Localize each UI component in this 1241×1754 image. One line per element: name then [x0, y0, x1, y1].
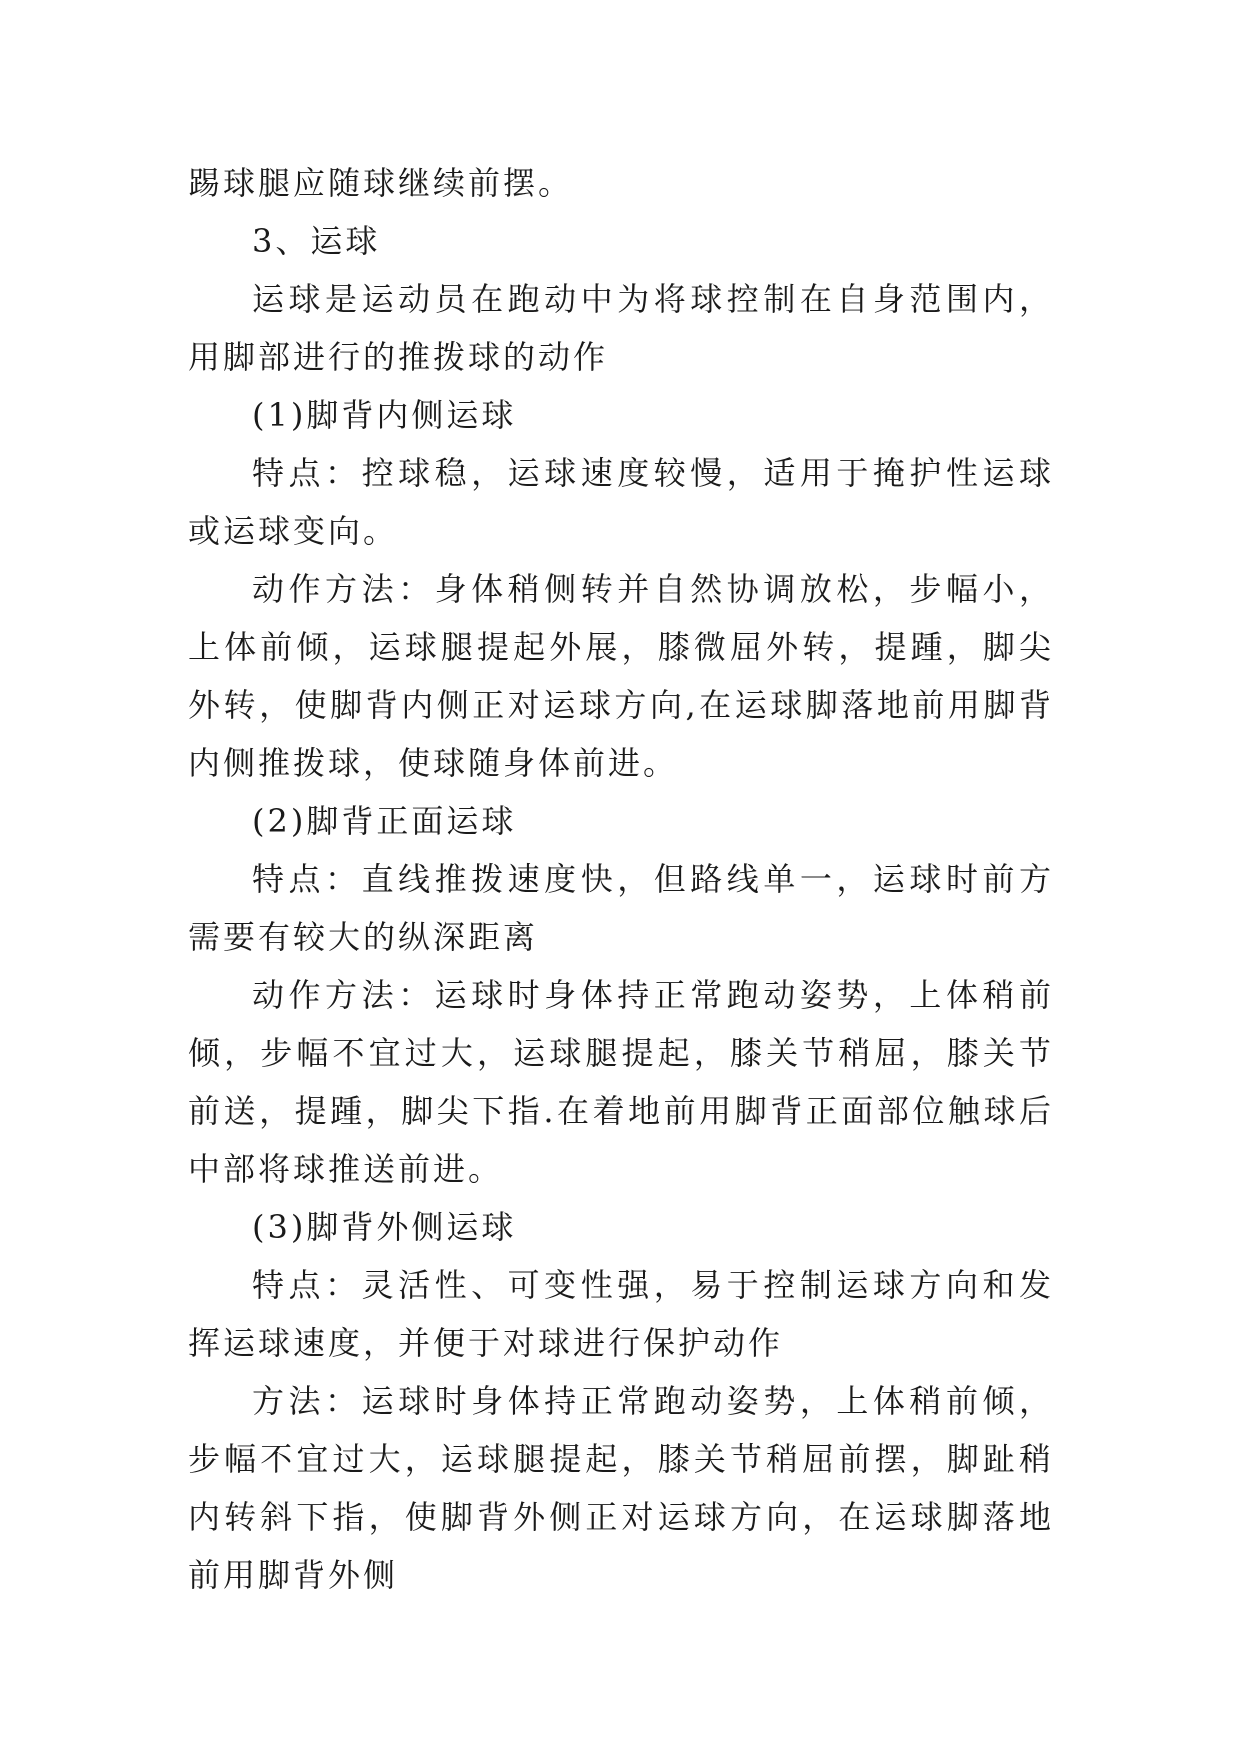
subsection-heading: (2)脚背正面运球: [252, 802, 517, 840]
document-body: [188, 154, 1054, 1604]
paragraph: 特点：控球稳，运球速度较慢，适用于掩护性运球或运球变向。: [188, 454, 1054, 550]
section-heading: 3、运球: [252, 222, 381, 260]
paragraph: 方法：运球时身体持正常跑动姿势，上体稍前倾，步幅不宜过大，运球腿提起，膝关节稍屈前摆，脚趾稍内转斜下指，使脚背外侧正对运球方向，在运球脚落地前用脚背外侧: [188, 1382, 1054, 1594]
subsection-heading: (3)脚背外侧运球: [252, 1208, 517, 1246]
paragraph: 动作方法：身体稍侧转并自然协调放松，步幅小，上体前倾，运球腿提起外展，膝微屈外转，提踵，脚尖外转，使脚背内侧正对运球方向,在运球脚落地前用脚背内侧推拨球，使球随身体前进。: [188, 570, 1054, 782]
paragraph: 运球是运动员在跑动中为将球控制在自身范围内，用脚部进行的推拨球的动作: [188, 280, 1054, 376]
paragraph: 动作方法：运球时身体持正常跑动姿势，上体稍前倾，步幅不宜过大，运球腿提起，膝关节稍屈，膝关节前送，提踵，脚尖下指.在着地前用脚背正面部位触球后中部将球推送前进。: [188, 976, 1054, 1188]
paragraph: 踢球腿应随球继续前摆。: [188, 164, 574, 202]
subsection-heading: (1)脚背内侧运球: [252, 396, 517, 434]
paragraph: 特点：灵活性、可变性强，易于控制运球方向和发挥运球速度，并便于对球进行保护动作: [188, 1266, 1054, 1362]
paragraph: 特点：直线推拨速度快，但路线单一，运球时前方需要有较大的纵深距离: [188, 860, 1054, 956]
